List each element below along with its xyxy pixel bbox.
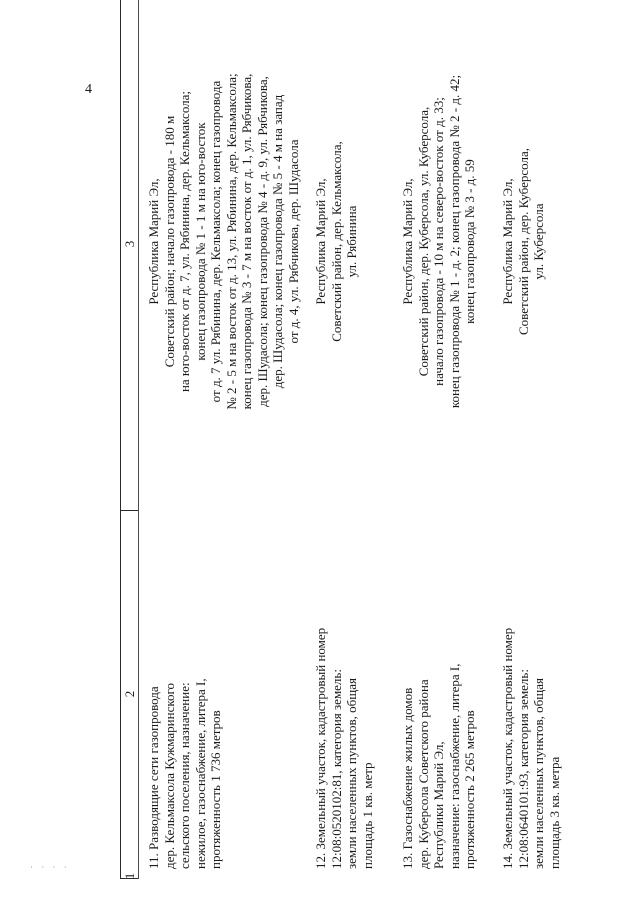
description-line: 12:08:0640101:93, категория земель: <box>515 669 531 869</box>
object-location <box>313 0 360 499</box>
column-header-3: 3 <box>122 240 137 248</box>
location-line: конец газопровода № 3 - 7 м на восток от д. 1, ул. Рябчикова, <box>239 73 254 410</box>
description-line: площадь 3 кв. метра <box>546 756 562 869</box>
description-line: протяженность 2 265 метров <box>462 710 477 869</box>
location-line: ул. Рябинина <box>344 205 359 278</box>
description-line: земли населенных пунктов, общая <box>344 678 359 869</box>
column-header-2: 2 <box>122 690 137 698</box>
description-line: нежилое, газоснабжение, литера I, <box>192 678 208 869</box>
description-line: назначение: газоснабжение, литера I, <box>446 663 462 869</box>
description-line: 13. Газоснабжение жилых домов <box>400 687 415 869</box>
description-line: 14. Земельный участок, кадастровый номер <box>500 627 515 869</box>
location-line: конец газопровода № 1 - д. 2; конец газопровода № 2 - д. 42; <box>446 74 462 409</box>
location-line: конец газопровода № 1 - 1 м на юго-восток <box>192 122 208 361</box>
scan-artifact: · · · · <box>30 862 70 872</box>
object-description <box>400 514 478 869</box>
location-line: дер. Шудасола; конец газопровода № 5 - 4 м на запад <box>270 94 285 389</box>
property-table <box>120 0 633 879</box>
location-line: Советский район, дер. Куберсола, ул. Куберсола, <box>415 106 431 377</box>
description-line: 12. Земельный участок, кадастровый номер <box>313 627 328 869</box>
object-location <box>400 0 478 499</box>
description-line: 12:08:0520102:81, категория земель: <box>328 669 344 869</box>
header-separator <box>138 0 139 879</box>
location-line: от д. 4, ул. Рябчикова, дер. Шудасола <box>285 139 301 344</box>
location-line: Советский район; начало газопровода - 180 м <box>161 115 177 368</box>
page-number: 4 <box>85 82 92 97</box>
object-location <box>146 0 301 499</box>
location-line: конец газопровода № 3 - д. 59 <box>462 159 477 324</box>
location-line: Республика Марий Эл, <box>146 178 161 305</box>
column-header-1: 1 <box>122 872 137 880</box>
object-description <box>500 514 562 869</box>
location-line: Республика Марий Эл, <box>313 178 328 305</box>
description-line: Республики Марий Эл, <box>431 741 446 869</box>
description-line: площадь 1 кв. метр <box>359 762 375 869</box>
location-line: Советский район, дер. Куберсола, <box>515 148 531 336</box>
description-line: 11. Разводящие сети газопровода <box>146 686 161 869</box>
description-line: дер. Кельмаксола Кужмаринского <box>161 682 177 869</box>
description-line: дер. Куберсола Советского района <box>415 679 431 869</box>
location-line: Республика Марий Эл, <box>500 178 515 305</box>
location-line: от д. 7 ул. Рябинина, дер. Кельмаксола; конец газопровода <box>208 80 223 403</box>
location-line: Республика Марий Эл, <box>400 178 415 305</box>
description-line: сельского поселения, назначение: <box>177 682 192 869</box>
location-line: ул. Куберсола <box>531 203 546 280</box>
table-top-border <box>120 0 121 879</box>
description-line: земли населенных пунктов, общая <box>531 678 546 869</box>
object-description <box>313 514 375 869</box>
column-divider-2-3 <box>120 510 138 511</box>
location-line: начало газопровода - 10 м на северо-восток от д. 33; <box>431 97 446 386</box>
location-line: Советский район, дер. Кельмаксола, <box>328 141 344 342</box>
object-location <box>500 0 547 499</box>
description-line: протяженность 1 736 метров <box>208 710 223 869</box>
location-line: дер. Шудасола; конец газопровода № 4 - д. 9, ул. Рябчикова, <box>254 76 270 407</box>
object-description <box>146 514 224 869</box>
location-line: № 2 - 5 м на восток от д. 13, ул. Рябинина, дер. Кельмаксола; <box>223 73 239 410</box>
location-line: на юго-восток от д. 7, ул. Рябинина, дер. Кельмаксола; <box>177 90 192 393</box>
